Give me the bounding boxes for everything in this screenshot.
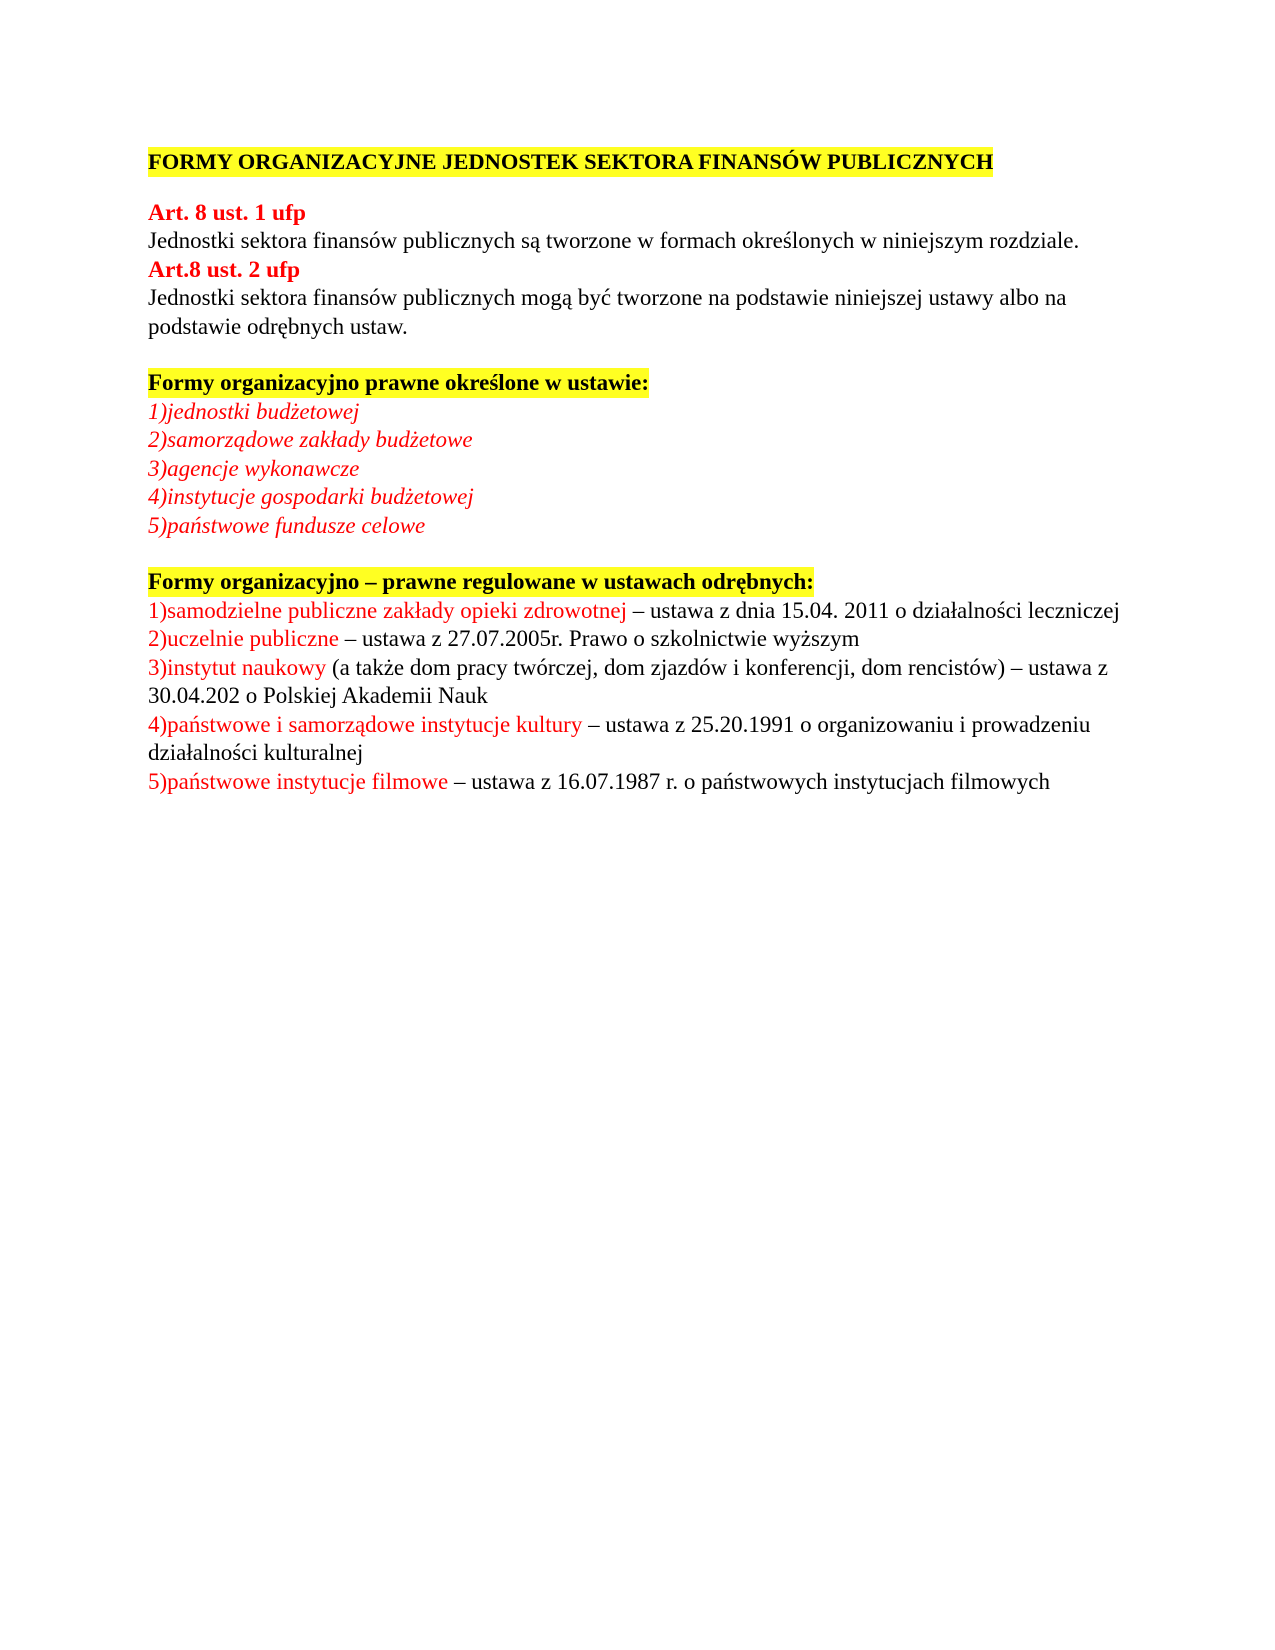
article-1-text: Jednostki sektora finansów publicznych są tworzone w formach określonych w niniejszym rozdziale. (148, 228, 1080, 253)
list-item-desc: – ustawa z dnia 15.04. 2011 o działalności leczniczej (627, 597, 1120, 623)
separate-acts-heading-line (148, 568, 1138, 597)
list-item-desc: (a także dom pracy twórczej, dom zjazdów i konferencji, dom rencistów) – ustawa z 30.04.202 o Polskiej Akademii Nauk (148, 654, 1108, 708)
list-item (148, 768, 1138, 797)
separate-acts-heading: Formy organizacyjno – prawne regulowane w ustawach odrębnych: (148, 567, 814, 597)
article-2-text: Jednostki sektora finansów publicznych mogą być tworzone na podstawie niniejszej ustawy albo na podstawie odrębnych ustaw. (148, 285, 1067, 339)
list-item-name: 2)uczelnie publiczne (148, 626, 339, 651)
list-item (148, 654, 1138, 711)
list-item-name: 3)instytut naukowy (148, 654, 327, 680)
document-content (148, 148, 1138, 796)
statutory-forms-list (148, 398, 1138, 541)
list-item: 1)jednostki budżetowej (148, 398, 360, 424)
list-item (148, 711, 1138, 768)
list-item-name: 5)państwowe instytucje filmowe (148, 768, 449, 794)
document-title: FORMY ORGANIZACYJNE JEDNOSTEK SEKTORA FINANSÓW PUBLICZNYCH (148, 147, 993, 177)
statutory-forms-heading: Formy organizacyjno prawne określone w ustawie: (148, 368, 649, 398)
list-item (148, 625, 1138, 654)
list-item-name: 1)samodzielne publiczne zakłady opieki zdrowotnej (148, 597, 627, 623)
list-item: 3)agencje wykonawcze (148, 455, 360, 481)
list-item: 2)samorządowe zakłady budżetowe (148, 427, 473, 452)
article-1-heading: Art. 8 ust. 1 ufp (148, 199, 306, 226)
list-item (148, 597, 1138, 626)
list-item-name: 4)państwowe i samorządowe instytucje kultury (148, 711, 583, 737)
article-2-heading: Art.8 ust. 2 ufp (148, 256, 301, 283)
list-item-desc: – ustawa z 27.07.2005r. Prawo o szkolnictwie wyższym (338, 626, 860, 651)
separate-acts-list (148, 597, 1138, 797)
spacer (148, 540, 1138, 568)
document-title-line (148, 148, 1138, 177)
list-item-desc: – ustawa z 16.07.1987 r. o państwowych instytucjach filmowych (448, 768, 1050, 794)
list-item: 5)państwowe fundusze celowe (148, 512, 426, 538)
statutory-forms-heading-line (148, 369, 1138, 398)
spacer (148, 341, 1138, 369)
list-item: 4)instytucje gospodarki budżetowej (148, 484, 474, 509)
list-item-desc: – ustawa z 25.20.1991 o organizowaniu i prowadzeniu działalności kulturalnej (148, 711, 1091, 765)
